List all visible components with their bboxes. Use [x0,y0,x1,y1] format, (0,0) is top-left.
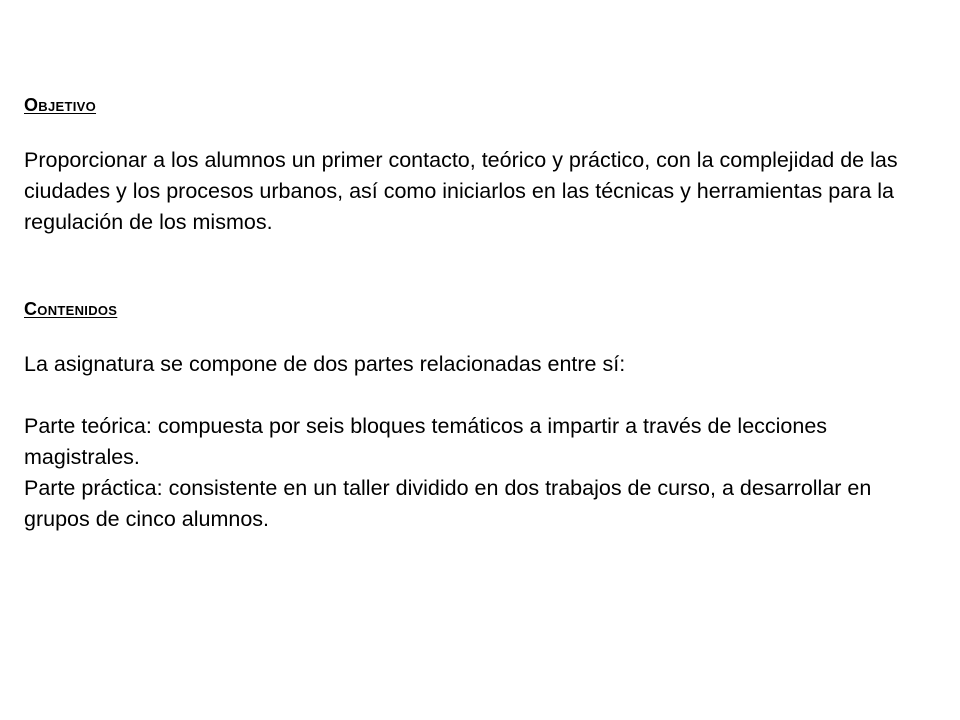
spacer [24,380,904,411]
objetivo-text: Proporcionar a los alumnos un primer contacto, teórico y práctico, con la complejidad de las ciudades y los procesos urbanos, así como iniciarlos en las técnicas y herramientas para la regulación de los mismos. [24,148,898,234]
parte-teorica-text: Parte teórica: compuesta por seis bloques temáticos a impartir a través de lecciones magistrales. [24,414,828,469]
contenidos-heading: Contenidos [24,299,118,319]
spacer [24,118,904,145]
parte-practica-text: Parte práctica: consistente en un taller dividido en dos trabajos de curso, a desarrollar en grupos de cinco alumnos. [24,476,872,531]
objetivo-heading: Objetivo [24,95,97,115]
contenidos-intro: La asignatura se compone de dos partes relacionadas entre sí: [24,352,626,376]
slide-text-block [24,92,904,535]
spacer [24,322,904,349]
spacer [24,238,904,296]
